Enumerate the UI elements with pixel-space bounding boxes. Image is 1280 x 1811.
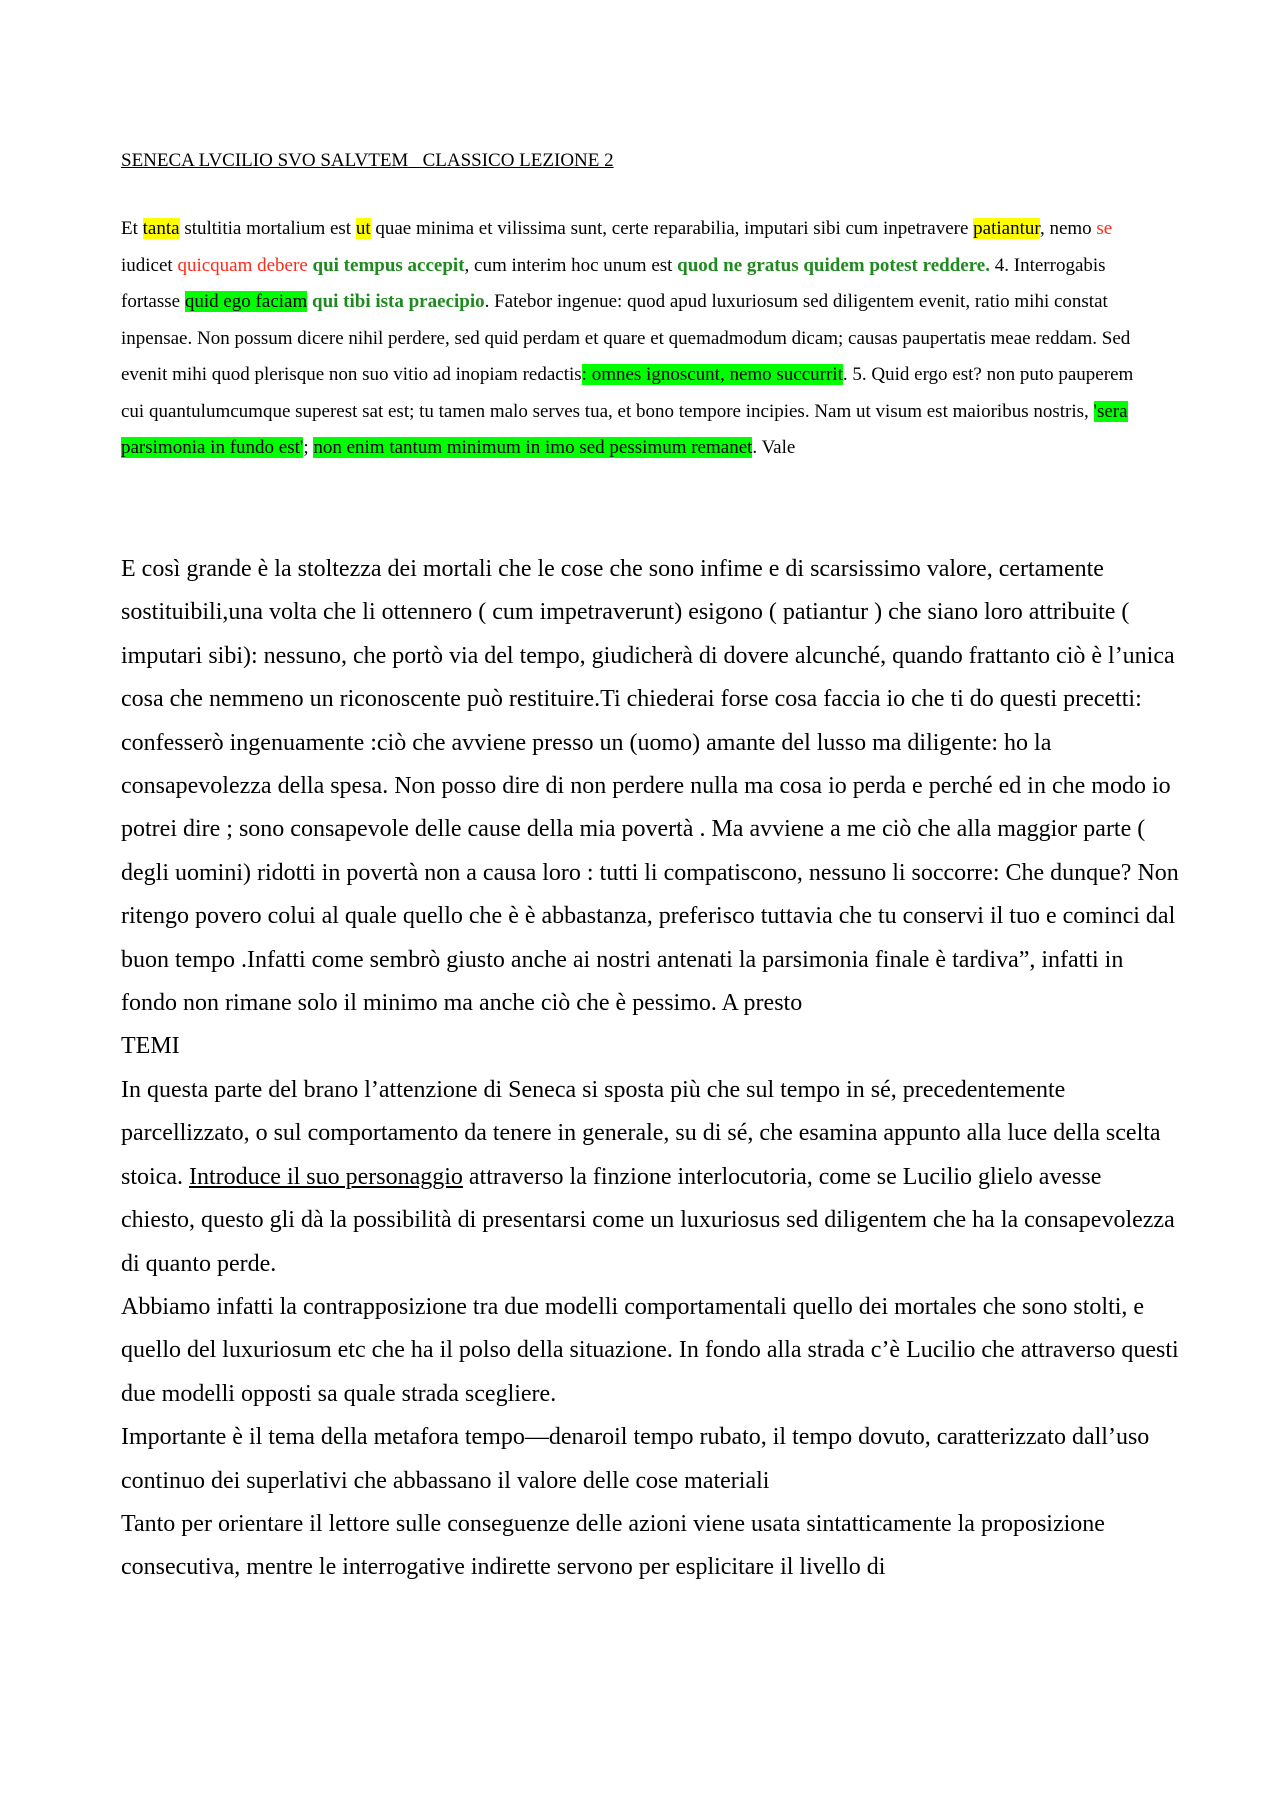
temi-text: In questa parte del brano l’attenzione di Seneca si sposta più che sul tempo in sé, precedentemente parcellizzato, o sul comportamento da tenere in generale, su di sé, che esamina appunto alla luce della scelta stoica.	[121, 1076, 1161, 1190]
temi-heading: TEMI	[121, 1033, 180, 1060]
latin-segment: , cum interim hoc unum est	[464, 254, 678, 276]
latin-text	[121, 211, 1161, 467]
document-title: SENECA LVCILIO SVO SALVTEM CLASSICO LEZIONE 2	[121, 150, 614, 171]
latin-segment: , nemo	[1039, 218, 1097, 239]
temi-paragraph-2: Abbiamo infatti la contrapposizione tra due modelli comportamentali quello dei mortales che sono stolti, e quello del luxuriosum etc che ha il polso della situazione. In fondo alla strada c’è Lucilio che attraverso questi due modelli opposti sa quale strada scegliere.	[121, 1293, 1179, 1407]
latin-highlight-green: quid ego faciam	[184, 291, 308, 312]
latin-highlight-yellow: patiantur	[973, 218, 1040, 239]
italian-section	[121, 548, 1181, 1590]
latin-segment: quae minima et vilissima sunt, certe reparabilia, imputari sibi cum inpetravere	[370, 218, 974, 239]
translation-paragraph: E così grande è la stoltezza dei mortali che le cose che sono infime e di scarsissimo valore, certamente sostituibili,una volta che li ottennero ( cum impetraverunt) esigono ( patiantur ) che siano loro attribuite ( imputari sibi): nessuno, che portò via del tempo, giudicherà di dovere alcunché, quando frattanto ciò è l’unica cosa che nemmeno un riconoscente può restituire.Ti chiederai forse cosa faccia io che ti do questi precetti: confesserò ingenuamente :ciò che avviene presso un (uomo) amante del lusso ma diligente: ho la consapevolezza della spesa. Non posso dire di non perdere nulla ma cosa io perda e perché ed in che modo io potrei dire ; sono consapevole delle cause della mia povertà . Ma avviene a me ciò che alla maggior parte ( degli uomini) ridotti in povertà non a causa loro : tutti li compatiscono, nessuno li soccorre: Che dunque? Non ritengo povero colui al quale quello che è è abbastanza, preferisco tuttavia che tu conservi il tuo e cominci dal buon tempo .Infatti come sembrò giusto anche ai nostri antenati la parsimonia finale è tardiva”, infatti in fondo non rimane solo il minimo ma anche ciò che è pessimo. A presto	[121, 556, 1179, 1017]
latin-red-text: se	[1096, 218, 1113, 239]
temi-paragraph-1	[121, 1069, 1181, 1286]
latin-segment: 4. Interrogabis fortasse	[121, 254, 1106, 312]
latin-segment: stultitia mortalium est	[179, 218, 356, 239]
temi-paragraph-3: Importante è il tema della metafora tempo—denaroil tempo rubato, il tempo dovuto, caratterizzato dall’uso continuo dei superlativi che abbassano il valore delle cose materiali	[121, 1424, 1150, 1494]
temi-paragraph-4: Tanto per orientare il lettore sulle conseguenze delle azioni viene usata sintatticamente la proposizione consecutiva, mentre le interrogative indirette servono per esplicitare il livello di	[121, 1510, 1105, 1581]
underlined-phrase: Introduce il suo personaggio	[188, 1163, 463, 1190]
latin-segment: Et	[121, 218, 143, 239]
temi-text: attraverso la finzione interlocutoria, come se Lucilio glielo avesse chiesto, questo gli dà la possibilità di presentarsi come un luxuriosus sed diligentem che ha la consapevolezza di quanto perde.	[121, 1163, 1175, 1277]
latin-green-text: qui tibi ista praecipio	[312, 291, 485, 312]
latin-segment: . 5. Quid ergo est? non puto pauperem cui quantulumcumque superest sat est; tu tamen malo serves tua, et bono tempore incipies. Nam ut visum est maioribus nostris,	[121, 364, 1134, 422]
latin-highlight-green: 'sera parsimonia in fundo est'	[121, 400, 1128, 458]
latin-segment: iudicet	[121, 254, 178, 276]
latin-highlight-green: : omnes ignoscunt, nemo succurrit	[581, 364, 843, 385]
latin-segment: ;	[303, 437, 314, 458]
latin-green-text: qui tempus accepit	[312, 254, 465, 276]
latin-highlight-yellow: ut	[355, 218, 371, 239]
latin-highlight-yellow: tanta	[142, 218, 180, 239]
latin-green-text: quod ne gratus quidem potest reddere.	[677, 254, 990, 276]
latin-highlight-green: non enim tantum minimum in imo sed pessimum remanet	[313, 437, 753, 458]
latin-segment: . Fatebor ingenue: quod apud luxuriosum sed diligentem evenit, ratio mihi constat inpensae. Non possum dicere nihil perdere, sed quid perdam et quare et quemadmodum dicam; causas paupertatis meae reddam. Sed evenit mihi quod plerisque non suo vitio ad inopiam redactis	[121, 291, 1131, 385]
latin-red-text: quicquam debere	[177, 254, 308, 276]
latin-segment: . Vale	[752, 437, 796, 458]
